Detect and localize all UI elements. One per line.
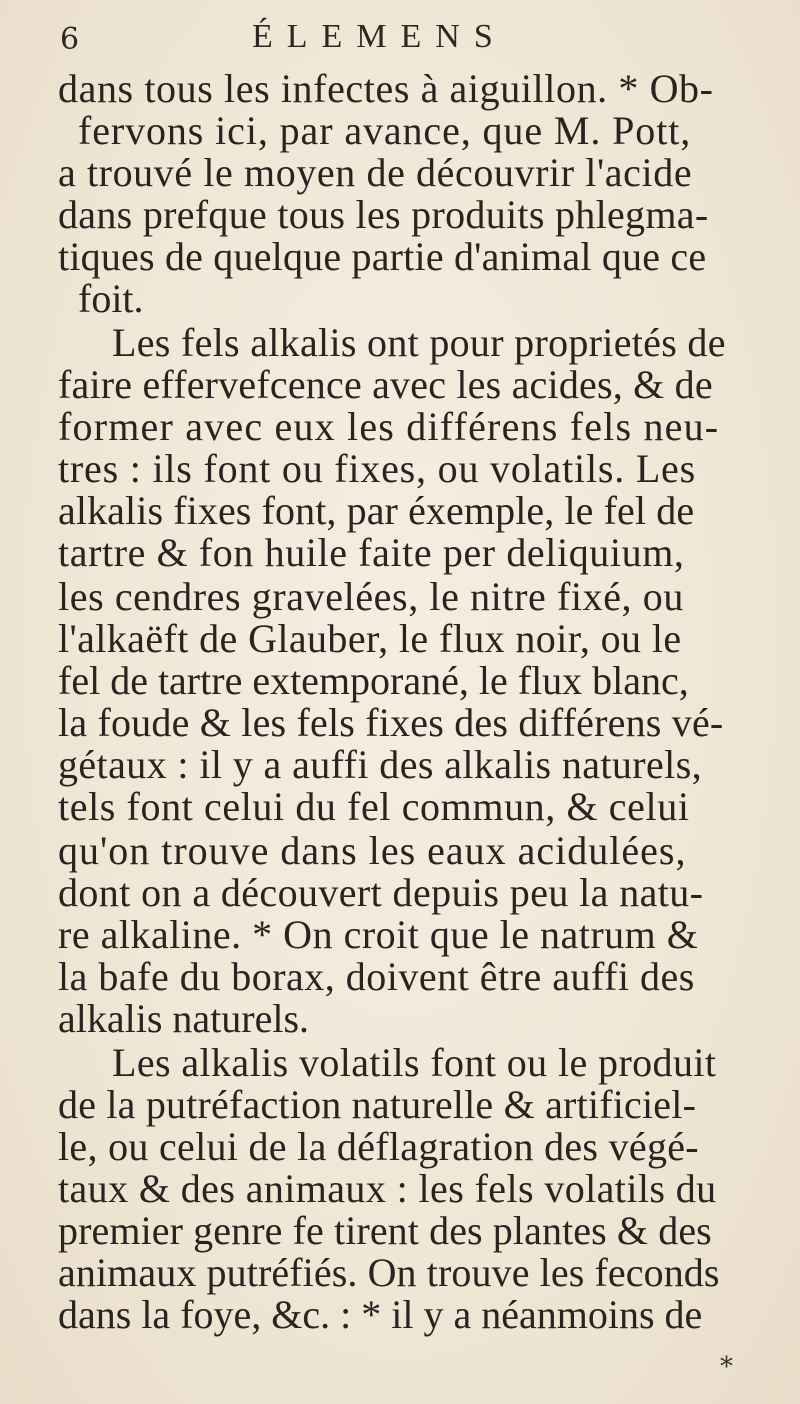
text-line: re alkaline. * On croit que le natrum &: [58, 912, 699, 957]
text-line: fervons ici, par avance, que M. Pott,: [78, 108, 692, 153]
text-line: taux & des animaux : les fels volatils du: [58, 1166, 717, 1211]
footer-mark: *: [720, 1352, 733, 1382]
text-line: dont on a découvert depuis peu la natu-: [58, 870, 704, 915]
text-line: de la putréfaction naturelle & artificiel-: [58, 1082, 697, 1127]
page-number: 6: [60, 22, 80, 57]
page-header: [0, 14, 800, 70]
text-line: alkalis naturels.: [58, 996, 310, 1041]
text-line: foit.: [78, 276, 144, 321]
text-line: gétaux : il y a auffi des alkalis naturels,: [58, 742, 703, 787]
text-line: tres : ils font ou fixes, ou volatils. Les: [58, 446, 696, 491]
text-line: a trouvé le moyen de découvrir l'acide: [58, 150, 693, 195]
text-line: dans la foye, &c. : * il y a néanmoins de: [58, 1292, 703, 1337]
text-line: premier genre fe tirent des plantes & des: [58, 1208, 712, 1253]
running-head: ÉLEMENS: [252, 18, 507, 55]
text-line: fel de tartre extemporané, le flux blanc,: [58, 658, 689, 703]
text-line: l'alkaëft de Glauber, le flux noir, ou le: [58, 616, 682, 661]
text-line: la foude & les fels fixes des différens vé-: [58, 700, 724, 745]
text-line: Les alkalis volatils font ou le produit: [112, 1040, 717, 1085]
text-line: alkalis fixes font, par éxemple, le fel de: [58, 488, 695, 533]
text-line: animaux putréfiés. On trouve les feconds: [58, 1250, 720, 1295]
text-line: Les fels alkalis ont pour proprietés de: [112, 320, 726, 365]
text-line: dans prefque tous les produits phlegma-: [58, 192, 709, 237]
text-line: dans tous les infectes à aiguillon. * Ob-: [58, 66, 714, 111]
text-line: former avec eux les différens fels neu-: [58, 404, 720, 449]
text-line: le, ou celui de la déflagration des végé-: [58, 1124, 699, 1169]
text-line: la bafe du borax, doivent être auffi des: [58, 954, 695, 999]
text-line: qu'on trouve dans les eaux acidulées,: [58, 828, 687, 873]
text-line: tels font celui du fel commun, & celui: [58, 784, 690, 829]
text-line: tartre & fon huile faite per deliquium,: [58, 530, 685, 575]
text-line: tiques de quelque partie d'animal que ce: [58, 234, 707, 279]
text-line: les cendres gravelées, le nitre fixé, ou: [58, 574, 684, 619]
text-line: faire effervefcence avec les acides, & de: [58, 362, 713, 407]
